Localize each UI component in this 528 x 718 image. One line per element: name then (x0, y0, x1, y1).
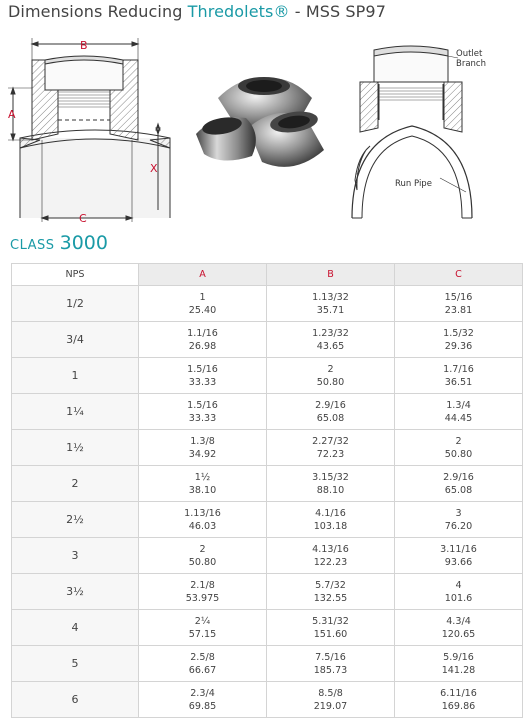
cell-b (267, 286, 395, 322)
class-prefix: CLASS (10, 238, 55, 253)
cell-c (395, 646, 523, 682)
value-inches: 2.9/16 (443, 471, 474, 483)
cell-a (139, 466, 267, 502)
value-inches: 2.3/4 (190, 687, 215, 699)
title-prefix: Dimensions Reducing (8, 2, 188, 21)
value-mm: 132.55 (313, 592, 348, 604)
cell-b (267, 430, 395, 466)
value-mm: 76.20 (444, 520, 473, 532)
cell-b (267, 322, 395, 358)
cell-c (395, 502, 523, 538)
cell-nps: 2 (12, 466, 139, 502)
value-inches: 4.1/16 (315, 507, 346, 519)
value-inches: 1.5/16 (187, 363, 218, 375)
dimensions-table (11, 263, 523, 718)
value-mm: 57.15 (188, 628, 217, 640)
cell-a (139, 574, 267, 610)
value-mm: 50.80 (316, 376, 345, 388)
value-inches: 1½ (194, 471, 211, 483)
title-brand: Thredolets® (187, 2, 290, 21)
value-inches: 1 (199, 291, 206, 303)
cell-c (395, 322, 523, 358)
value-mm: 65.08 (316, 412, 345, 424)
value-mm: 33.33 (188, 412, 217, 424)
value-mm: 44.45 (444, 412, 473, 424)
value-inches: 4.3/4 (446, 615, 471, 627)
value-inches: 1.5/32 (443, 327, 474, 339)
table-row (12, 466, 523, 502)
cell-nps: 3/4 (12, 322, 139, 358)
cell-a (139, 358, 267, 394)
value-mm: 65.08 (444, 484, 473, 496)
value-inches: 5.31/32 (312, 615, 349, 627)
table-header-row (12, 264, 523, 286)
cell-nps: 1½ (12, 430, 139, 466)
cell-nps: 1/2 (12, 286, 139, 322)
table-row (12, 394, 523, 430)
cell-b (267, 574, 395, 610)
cell-b (267, 610, 395, 646)
cell-b (267, 502, 395, 538)
value-mm: 120.65 (441, 628, 476, 640)
value-mm: 151.60 (313, 628, 348, 640)
table-row (12, 682, 523, 718)
value-mm: 34.92 (188, 448, 217, 460)
cell-nps: 2½ (12, 502, 139, 538)
value-inches: 5.9/16 (443, 651, 474, 663)
value-inches: 1.3/4 (446, 399, 471, 411)
cell-nps: 1¼ (12, 394, 139, 430)
value-mm: 50.80 (188, 556, 217, 568)
cell-b (267, 394, 395, 430)
cell-b (267, 682, 395, 718)
table-row (12, 286, 523, 322)
cell-a (139, 502, 267, 538)
thredolet-diagram (0, 30, 528, 235)
value-inches: 6.11/16 (440, 687, 477, 699)
thredolet-product-render (196, 77, 324, 167)
value-mm: 103.18 (313, 520, 348, 532)
value-inches: 2.1/8 (190, 579, 215, 591)
value-mm: 43.65 (316, 340, 345, 352)
value-inches: 3 (455, 507, 462, 519)
cell-c (395, 610, 523, 646)
value-mm: 72.23 (316, 448, 345, 460)
table-row (12, 574, 523, 610)
value-mm: 185.73 (313, 664, 348, 676)
table-row (12, 502, 523, 538)
value-inches: 1.23/32 (312, 327, 349, 339)
callout-outlet: Outlet (456, 49, 483, 59)
value-inches: 1.13/16 (184, 507, 221, 519)
value-inches: 1.7/16 (443, 363, 474, 375)
header-a: A (139, 264, 267, 286)
cell-c (395, 466, 523, 502)
value-mm: 33.33 (188, 376, 217, 388)
value-mm: 26.98 (188, 340, 217, 352)
cell-a (139, 682, 267, 718)
value-inches: 2¼ (194, 615, 211, 627)
table-row (12, 430, 523, 466)
value-inches: 1.5/16 (187, 399, 218, 411)
value-inches: 2 (199, 543, 206, 555)
value-mm: 122.23 (313, 556, 348, 568)
value-mm: 53.975 (185, 592, 220, 604)
cell-c (395, 286, 523, 322)
cell-c (395, 682, 523, 718)
cell-b (267, 358, 395, 394)
cell-b (267, 646, 395, 682)
value-inches: 3.11/16 (440, 543, 477, 555)
value-inches: 2.9/16 (315, 399, 346, 411)
cell-nps: 5 (12, 646, 139, 682)
value-inches: 7.5/16 (315, 651, 346, 663)
cell-nps: 6 (12, 682, 139, 718)
cell-a (139, 538, 267, 574)
value-mm: 88.10 (316, 484, 345, 496)
cell-a (139, 430, 267, 466)
value-inches: 1.3/8 (190, 435, 215, 447)
callout-branch: Branch (456, 59, 486, 69)
value-mm: 38.10 (188, 484, 217, 496)
table-row (12, 538, 523, 574)
cell-c (395, 394, 523, 430)
value-mm: 101.6 (444, 592, 473, 604)
value-inches: 1.13/32 (312, 291, 349, 303)
value-inches: 2 (455, 435, 462, 447)
value-inches: 8.5/8 (318, 687, 343, 699)
table-row (12, 358, 523, 394)
title-suffix: - MSS SP97 (289, 2, 386, 21)
right-section-drawing (352, 46, 472, 218)
value-inches: 3.15/32 (312, 471, 349, 483)
cell-nps: 1 (12, 358, 139, 394)
value-mm: 25.40 (188, 304, 217, 316)
cell-a (139, 394, 267, 430)
table-row (12, 322, 523, 358)
value-inches: 2 (327, 363, 334, 375)
cell-c (395, 430, 523, 466)
cell-a (139, 322, 267, 358)
value-mm: 50.80 (444, 448, 473, 460)
callout-run-pipe: Run Pipe (395, 179, 432, 189)
value-inches: 2.5/8 (190, 651, 215, 663)
cell-b (267, 466, 395, 502)
value-inches: 2.27/32 (312, 435, 349, 447)
cell-nps: 3½ (12, 574, 139, 610)
cell-nps: 4 (12, 610, 139, 646)
value-mm: 169.86 (441, 700, 476, 712)
value-mm: 141.28 (441, 664, 476, 676)
value-inches: 1.1/16 (187, 327, 218, 339)
cell-nps: 3 (12, 538, 139, 574)
table-row (12, 610, 523, 646)
header-c: C (395, 264, 523, 286)
class-label (10, 232, 108, 254)
cell-b (267, 538, 395, 574)
table-row (12, 646, 523, 682)
cell-c (395, 538, 523, 574)
value-mm: 46.03 (188, 520, 217, 532)
left-section-drawing (8, 38, 170, 222)
value-inches: 5.7/32 (315, 579, 346, 591)
value-mm: 66.67 (188, 664, 217, 676)
value-mm: 35.71 (316, 304, 345, 316)
page-title (8, 2, 386, 21)
cell-a (139, 646, 267, 682)
value-inches: 4.13/16 (312, 543, 349, 555)
value-mm: 23.81 (444, 304, 473, 316)
value-mm: 93.66 (444, 556, 473, 568)
header-nps: NPS (12, 264, 139, 286)
value-mm: 29.36 (444, 340, 473, 352)
cell-c (395, 358, 523, 394)
dim-label-a: A (8, 108, 16, 121)
cell-a (139, 610, 267, 646)
value-mm: 36.51 (444, 376, 473, 388)
cell-a (139, 286, 267, 322)
value-mm: 69.85 (188, 700, 217, 712)
value-mm: 219.07 (313, 700, 348, 712)
dim-label-c: C (79, 212, 87, 225)
value-inches: 4 (455, 579, 462, 591)
dim-label-b: B (80, 39, 88, 52)
value-inches: 15/16 (444, 291, 473, 303)
cell-c (395, 574, 523, 610)
class-value: 3000 (59, 232, 108, 254)
header-b: B (267, 264, 395, 286)
dim-label-x: X (150, 162, 158, 175)
